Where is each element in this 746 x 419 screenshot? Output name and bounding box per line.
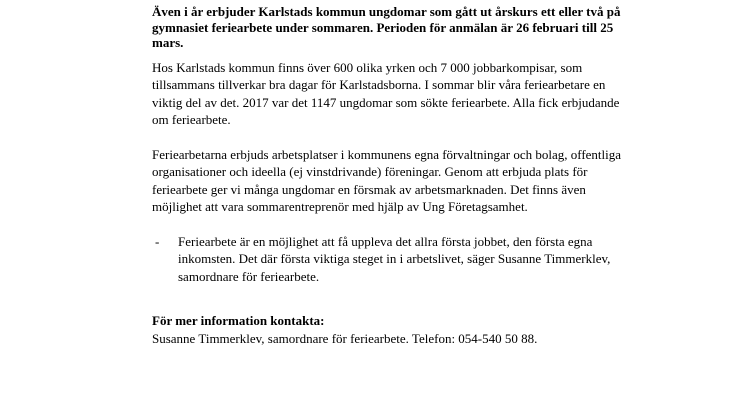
document-page (152, 4, 622, 347)
body-paragraph-1: Hos Karlstads kommun finns över 600 olika yrken och 7 000 jobbarkompisar, som tillsammans tillverkar bra dagar för Karlstadsborna. I sommar blir våra feriearbetare en viktig del av det. 2017 var det 1147 ungdomar som sökte feriearbete. Alla fick erbjudande om feriearbete. (152, 59, 620, 127)
quote-text: Feriearbete är en möjlighet att få uppleva det allra första jobbet, den första egna inkomsten. Det där första viktiga steget in i arbetslivet, säger Susanne Timmerklev, samordnare för feriearbete. (178, 233, 611, 284)
quote-bullet-item (152, 233, 622, 286)
body-paragraph-2: Feriearbetarna erbjuds arbetsplatser i kommunens egna förvaltningar och bolag, offentliga organisationer och ideella (ej vinstdrivande) föreningar. Genom att erbjuda plats för feriearbete ger vi många ungdomar en försmak av arbetsmarknaden. Det finns även möjlighet att vara sommarentreprenör med hjälp av Ung Företagsamhet. (152, 146, 622, 214)
contact-heading: För mer information kontakta: (152, 313, 325, 328)
bullet-dash: - (155, 233, 160, 249)
contact-details: Susanne Timmerklev, samordnare för feriearbete. Telefon: 054-540 50 88. (152, 330, 538, 346)
lead-paragraph: Även i år erbjuder Karlstads kommun ungdomar som gått ut årskurs ett eller två på gymnasiet feriearbete under sommaren. Perioden för anmälan är 26 februari till 25 mars. (152, 4, 621, 50)
